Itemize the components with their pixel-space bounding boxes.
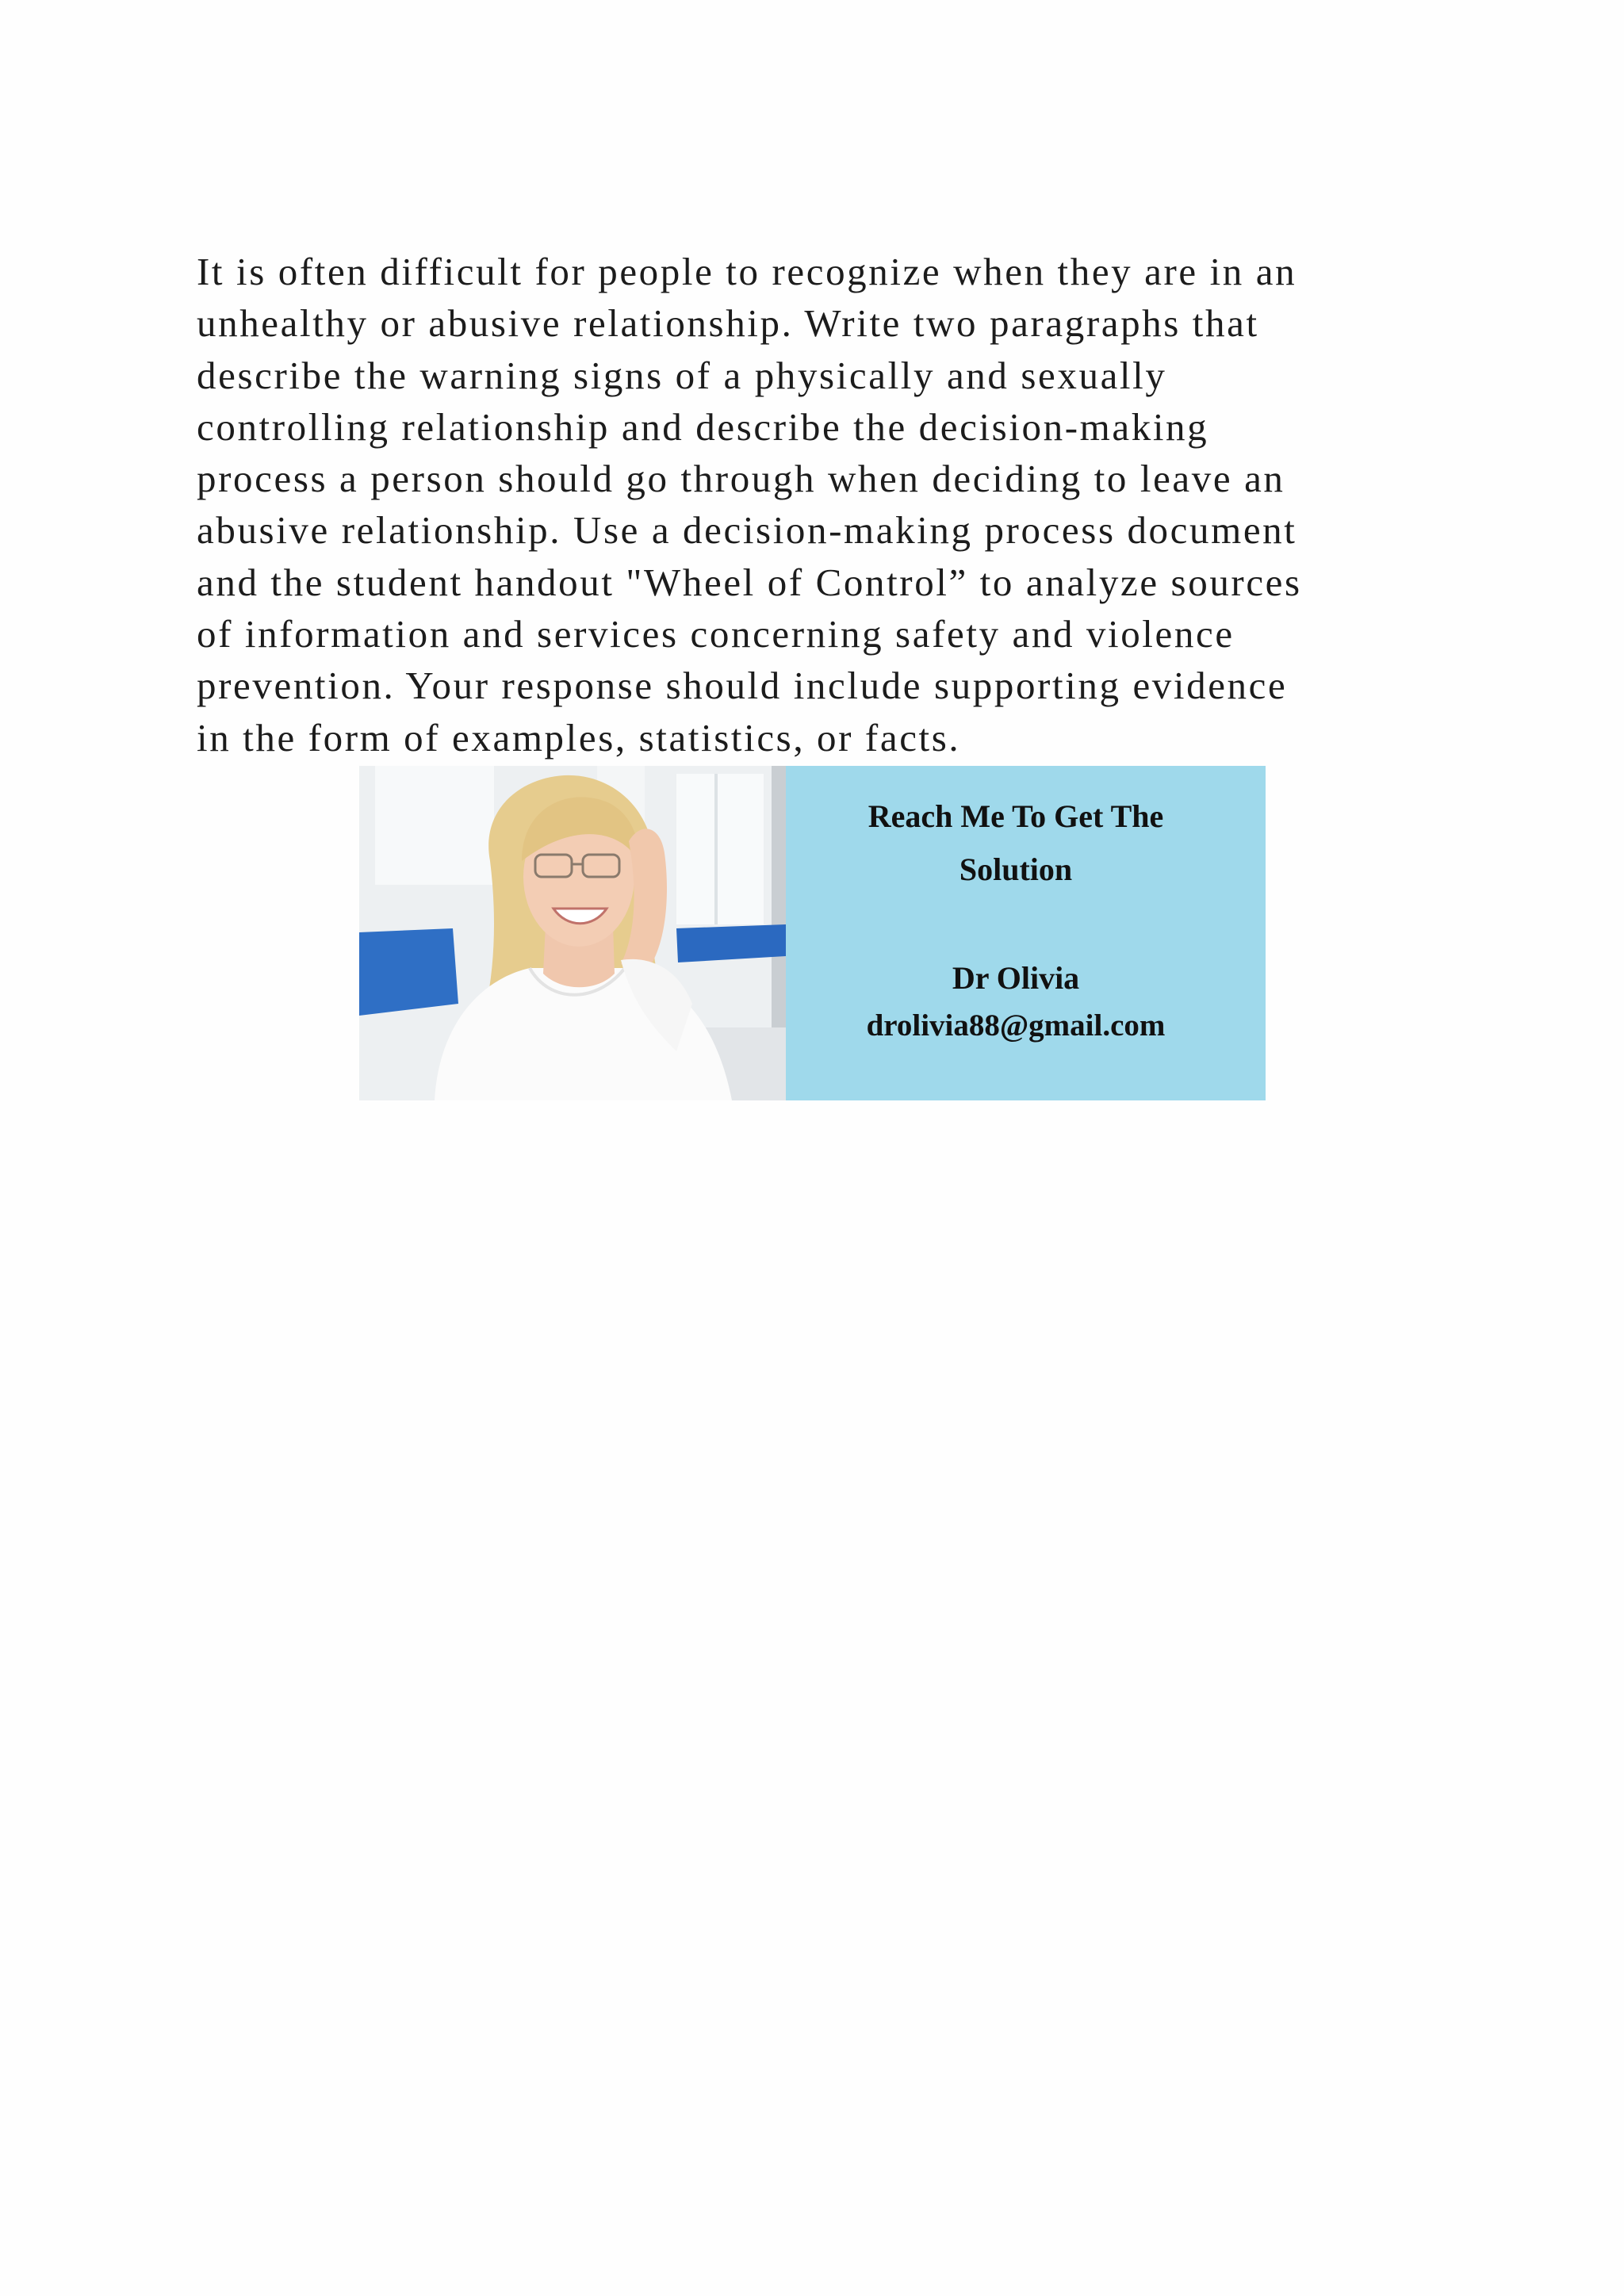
contact-banner	[359, 766, 1266, 1100]
woman-with-glasses-photo	[359, 766, 786, 1100]
contact-email: drolivia88@gmail.com	[866, 1008, 1166, 1043]
assignment-paragraph: It is often difficult for people to recognize when they are in an unhealthy or abusive relationship. Write two paragraphs that describe the warning signs of a physically and sexually controlling relationship and describe the decision-making process a person should go through when deciding to leave an abusive relationship. Use a decision-making process document and the student handout "Wheel of Control” to analyze sources of information and services concerning safety and violence prevention. Your response should include supporting evidence in the form of examples, statistics, or facts.	[197, 250, 1302, 760]
contact-info-panel	[786, 766, 1266, 1100]
contact-name: Dr Olivia	[952, 960, 1080, 996]
banner-headline: Reach Me To Get The Solution	[868, 798, 1164, 887]
